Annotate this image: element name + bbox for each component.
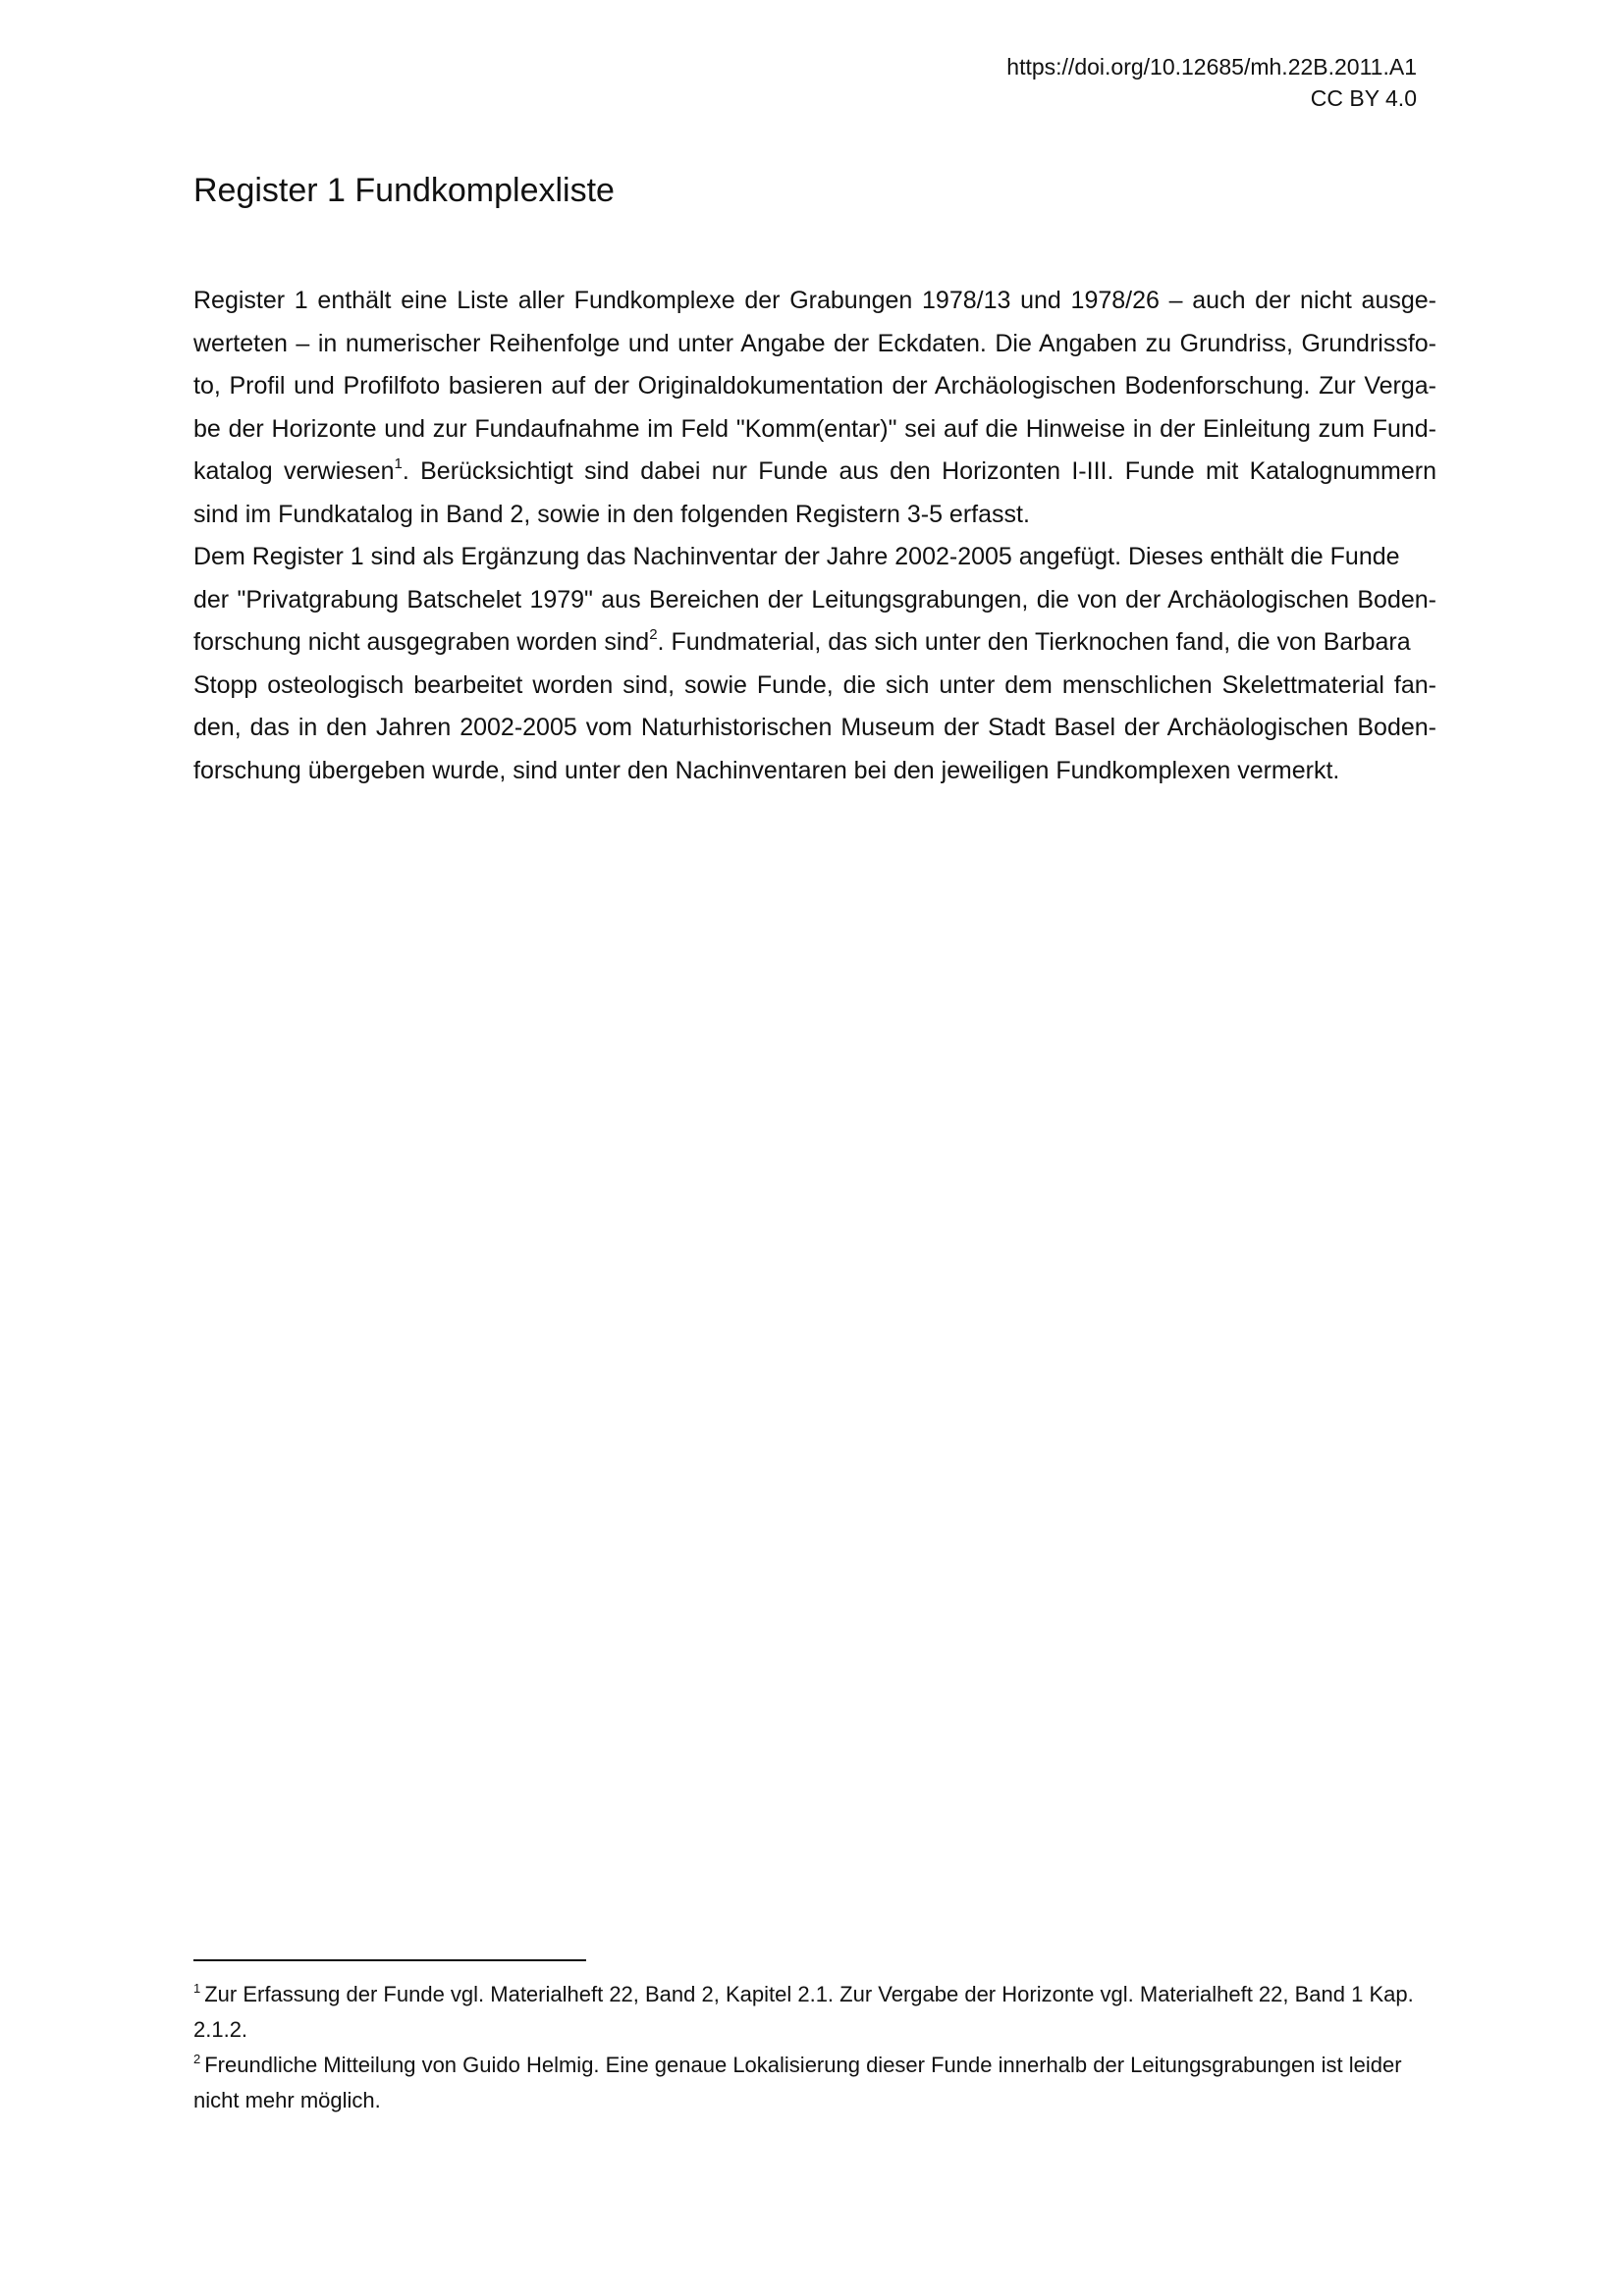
text-line: Dem Register 1 sind als Ergänzung das Nachinventar der Jahre 2002-2005 angefügt. Dieses enthält die Funde bbox=[193, 543, 1400, 570]
text-line: Register 1 enthält eine Liste aller Fundkomplexe der Grabungen 1978/13 und 1978/26 – auch der nicht ausge- bbox=[193, 287, 1436, 314]
text-line: sind im Fundkatalog in Band 2, sowie in den folgenden Registern 3-5 erfasst. bbox=[193, 500, 1030, 528]
text-line: forschung übergeben wurde, sind unter den Nachinventaren bei den jeweiligen Fundkomplexen vermerkt. bbox=[193, 756, 1340, 784]
footnote-separator bbox=[193, 1959, 586, 1961]
page-header bbox=[1006, 51, 1417, 114]
footnote-reference-1[interactable]: 1 bbox=[394, 455, 403, 472]
text-line: Stopp osteologisch bearbeitet worden sind, sowie Funde, die sich unter dem menschlichen Skelettmaterial fan- bbox=[193, 670, 1436, 699]
footnotes bbox=[193, 1977, 1436, 2118]
text-fragment: . Berücksichtigt sind dabei nur Funde aus den Horizonten I-III. Funde mit Katalognummern bbox=[402, 457, 1436, 485]
footnote-text: nicht mehr möglich. bbox=[193, 2088, 381, 2112]
footnote-number: 1 bbox=[193, 1981, 201, 1996]
doi-link[interactable]: https://doi.org/10.12685/mh.22B.2011.A1 bbox=[1006, 54, 1417, 80]
footnote-2 bbox=[193, 2048, 1436, 2118]
footnote-1 bbox=[193, 1977, 1436, 2048]
text-line: to, Profil und Profilfoto basieren auf der Originaldokumentation der Archäologischen Bodenforschung. Zur Verga- bbox=[193, 372, 1436, 400]
text-line bbox=[193, 621, 1436, 665]
paragraph-nachinventar bbox=[193, 536, 1436, 792]
text-line: der "Privatgrabung Batschelet 1979" aus Bereichen der Leitungsgrabungen, die von der Archäologischen Boden- bbox=[193, 585, 1436, 614]
license-label: CC BY 4.0 bbox=[1310, 85, 1417, 111]
footnote-number: 2 bbox=[193, 2052, 201, 2066]
text-fragment: katalog verwiesen bbox=[193, 457, 395, 485]
footnote-text: Freundliche Mitteilung von Guido Helmig. Eine genaue Lokalisierung dieser Funde innerhalb der Leitungsgrabungen ist leider bbox=[204, 2053, 1402, 2077]
body-text bbox=[193, 280, 1436, 792]
text-line bbox=[193, 451, 1436, 494]
text-line: werteten – in numerischer Reihenfolge und unter Angabe der Eckdaten. Die Angaben zu Grundriss, Grundrissfo- bbox=[193, 329, 1436, 357]
footnote-text: 2.1.2. bbox=[193, 2017, 248, 2042]
text-line: den, das in den Jahren 2002-2005 vom Naturhistorischen Museum der Stadt Basel der Archäologischen Boden- bbox=[193, 714, 1436, 741]
text-fragment: . Fundmaterial, das sich unter den Tierknochen fand, die von Barbara bbox=[657, 628, 1411, 656]
text-fragment: forschung nicht ausgegraben worden sind bbox=[193, 628, 650, 656]
footnote-reference-2[interactable]: 2 bbox=[649, 626, 658, 643]
page-title: Register 1 Fundkomplexliste bbox=[193, 172, 615, 209]
text-line: be der Horizonte und zur Fundaufnahme im Feld "Komm(entar)" sei auf die Hinweise in der Einleitung zum Fund- bbox=[193, 414, 1436, 443]
paragraph-intro bbox=[193, 280, 1436, 536]
footnote-text: Zur Erfassung der Funde vgl. Materialheft 22, Band 2, Kapitel 2.1. Zur Vergabe der Horizonte vgl. Materialheft 22, Band 1 Kap. bbox=[204, 1982, 1414, 2006]
